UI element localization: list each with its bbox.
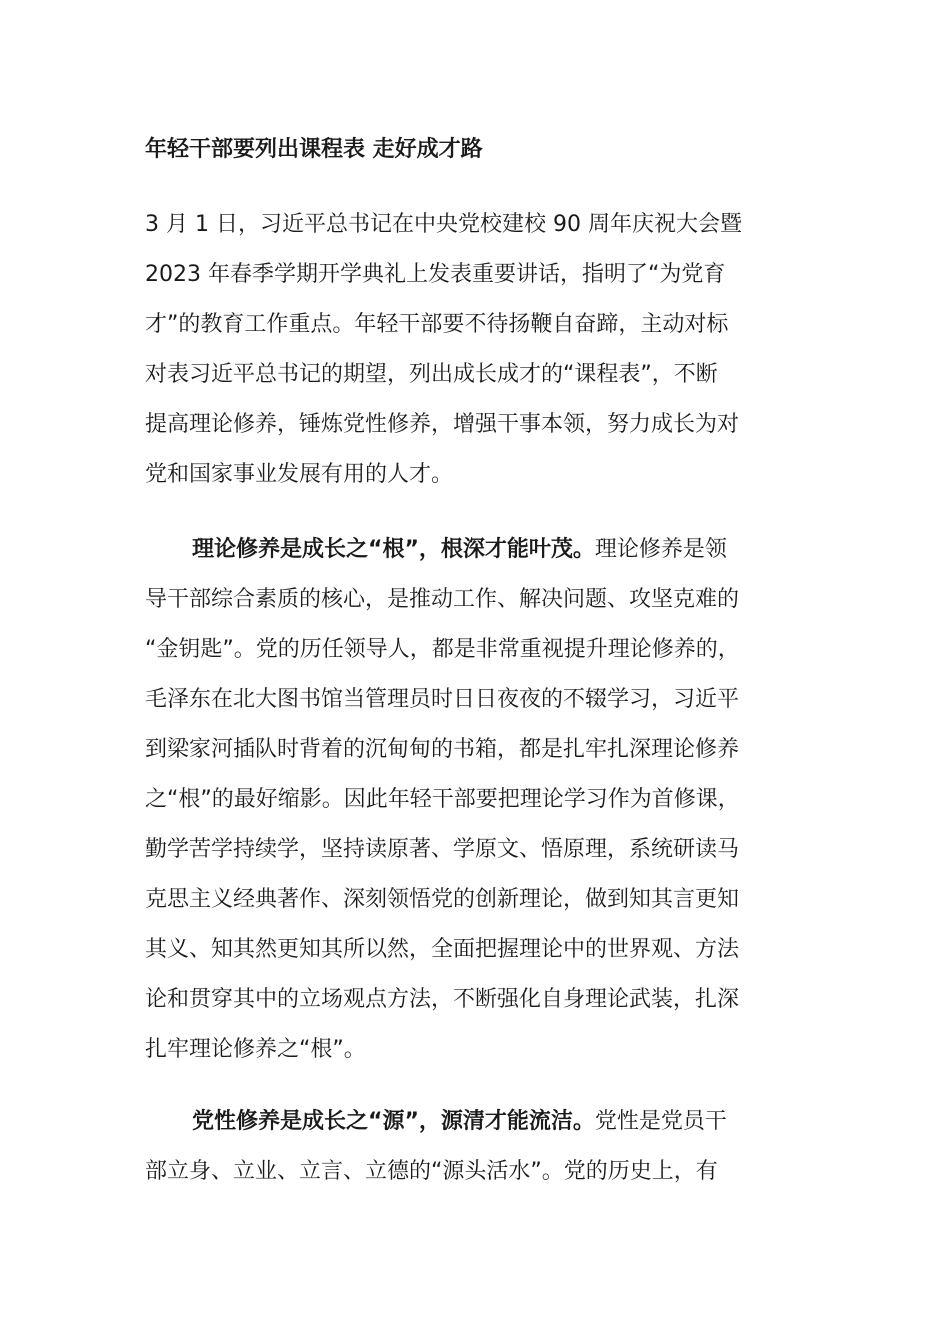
paragraph-first-text: 党性是党员干 <box>594 1109 727 1134</box>
paragraph-line: 到梁家河插队时背着的沉甸甸的书箱，都是扎牢扎深理论修养 <box>145 737 740 762</box>
paragraph-first-line <box>145 525 795 575</box>
paragraph-party-spirit <box>145 1097 795 1197</box>
paragraph-line: 才”的教育工作重点。年轻干部要不待扬鞭自奋蹄，主动对标 <box>145 312 729 337</box>
paragraph-theory <box>145 525 795 1075</box>
paragraph-line: 毛泽东在北大图书馆当管理员时日日夜夜的不辍学习，习近平 <box>145 687 740 712</box>
paragraph-line: 部立身、立业、立言、立德的“源头活水”。党的历史上，有 <box>145 1159 718 1184</box>
paragraph-first-text: 理论修养是领 <box>594 537 727 562</box>
paragraph-line: 对表习近平总书记的期望，列出成长成才的“课程表”，不断 <box>145 362 718 387</box>
paragraph-line: 导干部综合素质的核心，是推动工作、解决问题、攻坚克难的 <box>145 587 740 612</box>
paragraph-line: 论和贯穿其中的立场观点方法，不断强化自身理论武装，扎深 <box>145 987 740 1012</box>
paragraph-first-line <box>145 1097 795 1147</box>
paragraph-lead-heading: 理论修养是成长之“根”，根深才能叶茂。 <box>192 537 595 562</box>
paragraph-lead-heading: 党性修养是成长之“源”，源清才能流洁。 <box>192 1109 595 1134</box>
paragraph-line: 勤学苦学持续学，坚持读原著、学原文、悟原理，系统研读马 <box>145 837 740 862</box>
paragraph-line: 之“根”的最好缩影。因此年轻干部要把理论学习作为首修课， <box>145 787 740 812</box>
paragraph-line: 2023 年春季学期开学典礼上发表重要讲话，指明了“为党育 <box>145 262 726 287</box>
paragraph-line: 其义、知其然更知其所以然，全面把握理论中的世界观、方法 <box>145 937 740 962</box>
document-title: 年轻干部要列出课程表 走好成才路 <box>145 137 483 162</box>
paragraph-line: 提高理论修养，锤炼党性修养，增强干事本领，努力成长为对 <box>145 412 740 437</box>
paragraph-line: 扎牢理论修养之“根”。 <box>145 1037 366 1062</box>
paragraph-line: “金钥匙”。党的历任领导人，都是非常重视提升理论修养的， <box>145 637 740 662</box>
paragraph-line: 党和国家事业发展有用的人才。 <box>145 462 454 487</box>
paragraph-line: 3 月 1 日，习近平总书记在中央党校建校 90 周年庆祝大会暨 <box>145 212 742 237</box>
paragraph-line: 克思主义经典著作、深刻领悟党的创新理论，做到知其言更知 <box>145 887 740 912</box>
paragraph-intro <box>145 200 795 500</box>
